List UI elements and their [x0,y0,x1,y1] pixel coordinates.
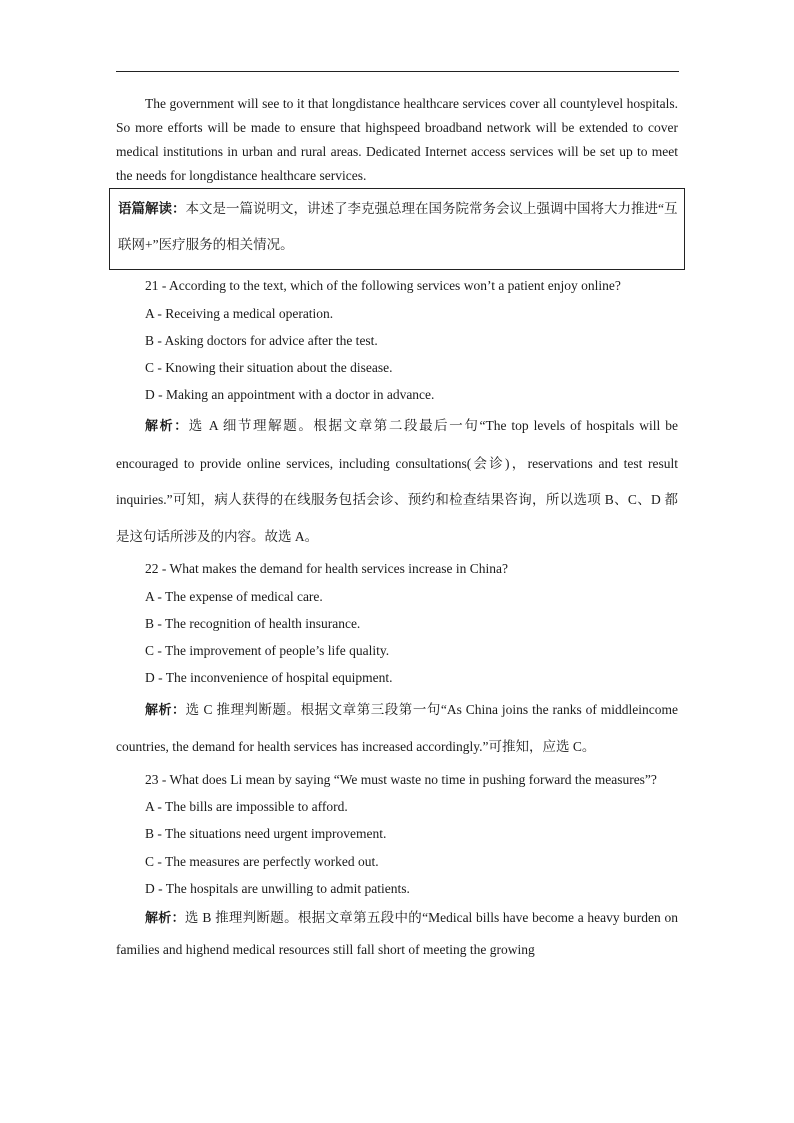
explanation-21: 解析：选 A 细节理解题。根据文章第二段最后一句“The top levels of hospitals will be encouraged to provide online services, including consultations(会诊)，reservations and test result inquiries.”可知，病人获得的在线服务包括会诊、预约和检查结果咨询，所以选项 B、C、D 都是这句话所涉及的内容。故选 A。 [116,418,678,544]
question-22: 22 - What makes the demand for health services increase in China? [145,561,509,577]
option-23a: A - The bills are impossible to afford. [145,799,348,815]
option-23d: D - The hospitals are unwilling to admit patients. [145,880,410,896]
option-22a: A - The expense of medical care. [145,588,323,604]
option-22c: C - The improvement of people’s life quality. [145,643,390,659]
analysis-label: 语篇解读： [118,201,186,217]
explanation-23: 解析：选 B 推理判断题。根据文章第五段中的“Medical bills have become a heavy burden on families and highend medical resources still fall short of meeting the growing [116,909,678,957]
option-21d: D - Making an appointment with a doctor in advance. [145,387,435,403]
option-21b: B - Asking doctors for advice after the test. [145,332,378,348]
question-23: 23 - What does Li mean by saying “We must waste no time in pushing forward the measures”? [145,771,657,787]
discourse-analysis-box [109,188,685,270]
analysis-text: 本文是一篇说明文，讲述了李克强总理在国务院常务会议上强调中国将大力推进“互联网+”医疗服务的相关情况。 [118,201,678,252]
option-23c: C - The measures are perfectly worked out. [145,853,379,869]
option-22d: D - The inconvenience of hospital equipment. [145,670,393,686]
document-page [116,92,678,965]
option-23b: B - The situations need urgent improvement. [145,826,387,842]
option-21a: A - Receiving a medical operation. [145,305,334,321]
passage-paragraph: The government will see to it that longdistance healthcare services cover all countylevel hospitals. So more efforts will be made to ensure that highspeed broadband network will be extended to cover medical institutions in urban and rural areas. Dedicated Internet access services will be set up to meet the needs for longdistance healthcare services. [116,96,678,183]
option-22b: B - The recognition of health insurance. [145,616,361,632]
header-rule [116,71,679,72]
explanation-22: 解析：选 C 推理判断题。根据文章第三段第一句“As China joins the ranks of middleincome countries, the demand for health services has increased accordingly.”可推知，应选 C。 [116,701,678,755]
question-21: 21 - According to the text, which of the following services won’t a patient enjoy online? [145,278,621,293]
option-21c: C - Knowing their situation about the disease. [145,359,393,375]
